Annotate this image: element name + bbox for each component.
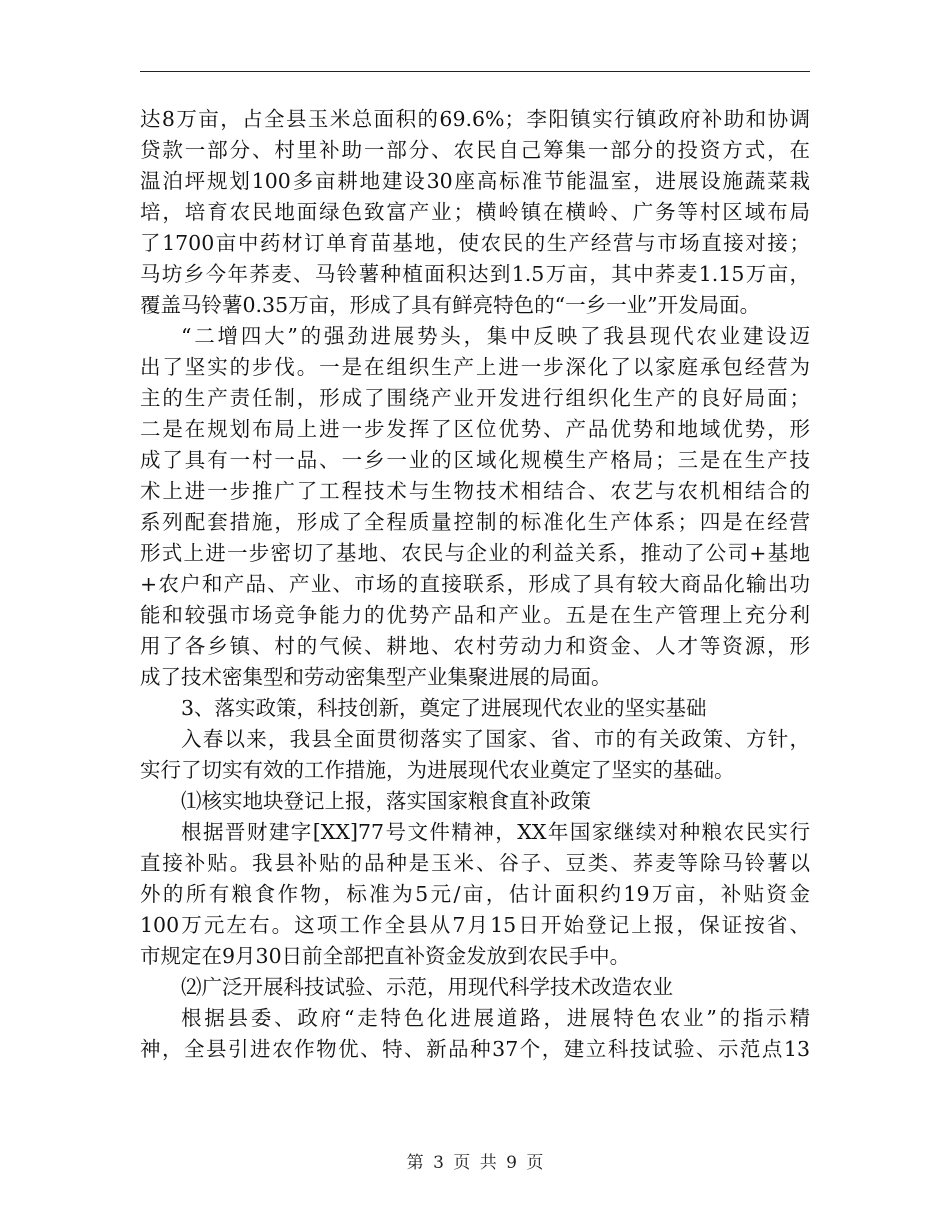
text-line: 了1700亩中药材订单育苗基地，使农民的生产经营与市场直接对接；	[140, 231, 810, 255]
text-line: ⑵广泛开展科技试验、示范，用现代科学技术改造农业	[181, 975, 673, 999]
text-line: “二增四大”的强劲进展势头，集中反映了我县现代农业建设迈	[181, 324, 810, 348]
page-footer: 第 3 页 共 9 页	[406, 1153, 544, 1173]
text-line: 成了具有一村一品、一乡一业的区域化规模生产格局；三是在生产技	[140, 448, 810, 472]
text-line: 覆盖马铃薯0.35万亩，形成了具有鲜亮特色的“一乡一业”开发局面。	[140, 293, 761, 317]
text-line: ⑴核实地块登记上报，落实国家粮食直补政策	[181, 789, 591, 813]
text-line: 达8万亩，占全县玉米总面积的69.6%；李阳镇实行镇政府补助和协调	[140, 107, 810, 131]
text-line: 系列配套措施，形成了全程质量控制的标准化生产体系；四是在经营	[140, 510, 810, 534]
text-line: 术上进一步推广了工程技术与生物技术相结合、农艺与农机相结合的	[140, 479, 810, 503]
text-line: 成了技术密集型和劳动密集型产业集聚进展的局面。	[140, 665, 612, 689]
text-line: 贷款一部分、村里补助一部分、农民自己筹集一部分的投资方式，在	[140, 138, 810, 162]
text-line: 外的所有粮食作物，标准为5元/亩，估计面积约19万亩，补贴资金	[140, 882, 810, 906]
text-line: 主的生产责任制，形成了围绕产业开发进行组织化生产的良好局面；	[140, 386, 810, 410]
text-line: 培，培育农民地面绿色致富产业；横岭镇在横岭、广务等村区域布局	[140, 200, 810, 224]
text-line: 神，全县引进农作物优、特、新品种37个，建立科技试验、示范点13	[140, 1037, 810, 1061]
text-line: +农户和产品、产业、市场的直接联系，形成了具有较大商品化输出功	[140, 572, 810, 596]
body-text	[140, 104, 810, 1065]
text-line: 根据县委、政府“走特色化进展道路，进展特色农业”的指示精	[181, 1006, 810, 1030]
text-line: 3、落实政策，科技创新，奠定了进展现代农业的坚实基础	[181, 696, 707, 720]
text-line: 市规定在9月30日前全部把直补资金发放到农民手中。	[140, 944, 631, 968]
text-line: 形式上进一步密切了基地、农民与企业的利益关系，推动了公司+基地	[140, 541, 810, 565]
text-line: 马坊乡今年荞麦、马铃薯种植面积达到1.5万亩，其中荞麦1.15万亩，	[140, 262, 810, 286]
header-rule	[140, 71, 810, 72]
text-line: 用了各乡镇、村的气候、耕地、农村劳动力和资金、人才等资源，形	[140, 634, 810, 658]
text-line: 直接补贴。我县补贴的品种是玉米、谷子、豆类、荞麦等除马铃薯以	[140, 851, 810, 875]
text-line: 出了坚实的步伐。一是在组织生产上进一步深化了以家庭承包经营为	[140, 355, 810, 379]
text-line: 根据晋财建字[XX]77号文件精神，XX年国家继续对种粮农民实行	[181, 820, 810, 844]
text-line: 实行了切实有效的工作措施，为进展现代农业奠定了坚实的基础。	[140, 758, 735, 782]
text-line: 能和较强市场竞争能力的优势产品和产业。五是在生产管理上充分利	[140, 603, 810, 627]
text-line: 100万元左右。这项工作全县从7月15日开始登记上报，保证按省、	[140, 913, 810, 937]
text-line: 入春以来，我县全面贯彻落实了国家、省、市的有关政策、方针，	[181, 727, 810, 751]
text-line: 温泊坪规划100多亩耕地建设30座高标准节能温室，进展设施蔬菜栽	[140, 169, 810, 193]
text-line: 二是在规划布局上进一步发挥了区位优势、产品优势和地域优势，形	[140, 417, 810, 441]
